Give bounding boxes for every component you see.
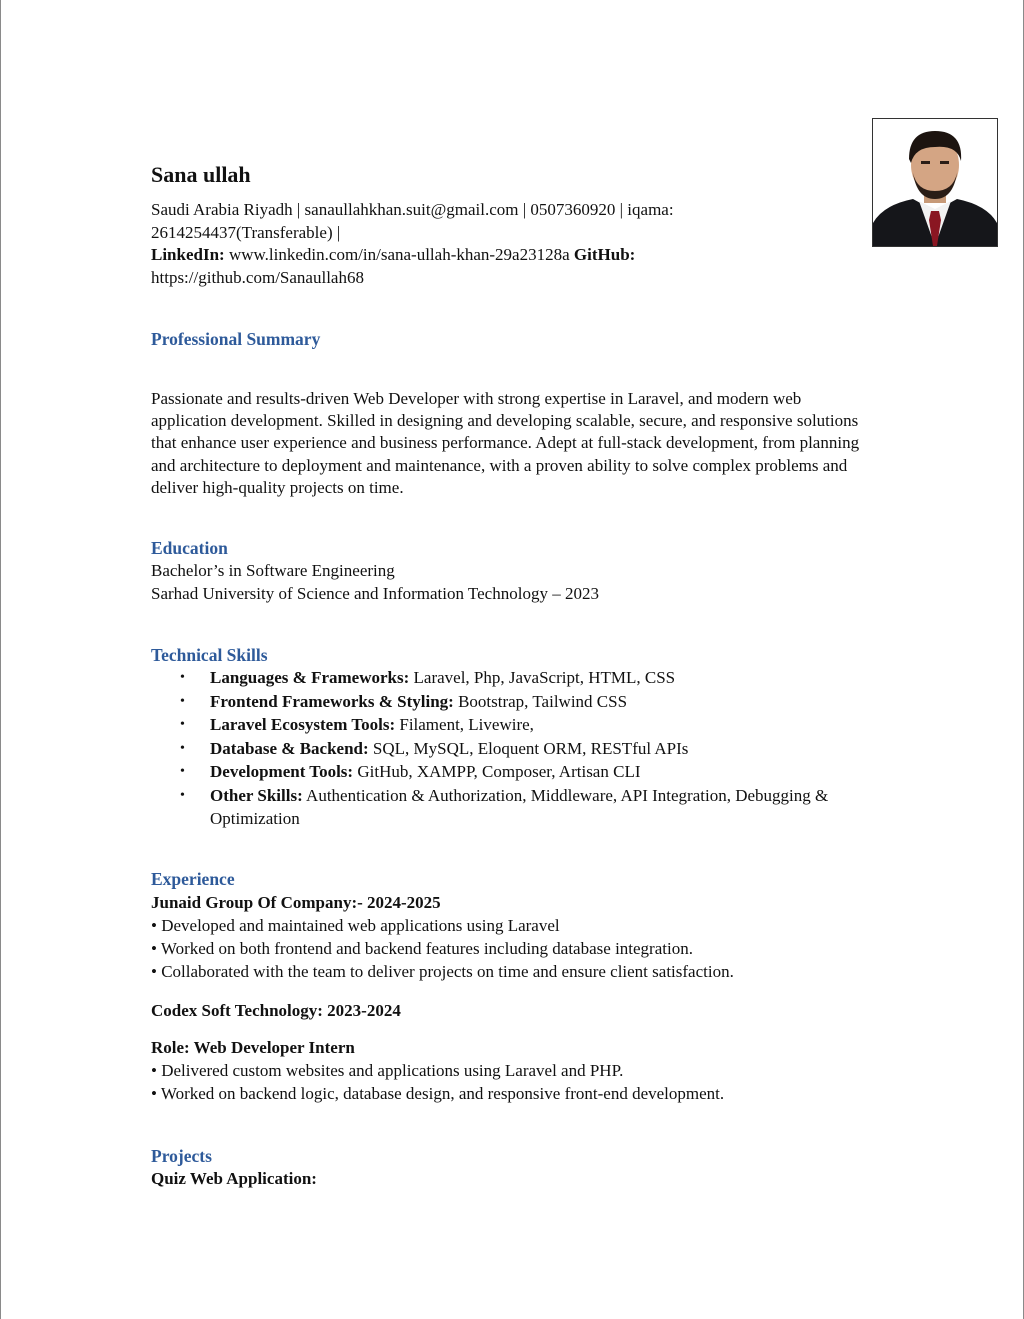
- bullet: •: [180, 717, 185, 732]
- linkedin-label: LinkedIn:: [151, 245, 225, 264]
- section-title-summary: Professional Summary: [151, 329, 321, 349]
- job-heading: Junaid Group Of Company:- 2024-2025: [151, 893, 441, 912]
- list-item: [151, 713, 871, 737]
- bullet: •: [180, 693, 185, 709]
- skill-label: Other Skills:: [210, 785, 303, 805]
- profile-links-row: [151, 244, 791, 267]
- job-role: Role: Web Developer Intern: [151, 1038, 355, 1057]
- education-block: [151, 559, 871, 605]
- skill-label: Frontend Frameworks & Styling:: [210, 691, 454, 711]
- contact-info: [151, 199, 791, 289]
- job-bullet: • Worked on both frontend and backend features including database integration.: [151, 939, 693, 958]
- list-item: [151, 737, 871, 761]
- contact-line: Saudi Arabia Riyadh | sanaullahkhan.suit@gmail.com | 0507360920 | iqama:: [151, 200, 674, 219]
- job-bullet: • Delivered custom websites and applications using Laravel and PHP.: [151, 1061, 624, 1080]
- skill-label: Database & Backend:: [210, 738, 369, 758]
- list-item: [151, 690, 871, 714]
- candidate-name: Sana ullah: [151, 162, 251, 187]
- github-label: GitHub:: [573, 245, 636, 264]
- skill-label: Languages & Frameworks:: [210, 668, 410, 687]
- experience-job-2: [151, 999, 871, 1022]
- skill-value: Filament, Livewire,: [399, 715, 534, 734]
- section-title-skills: Technical Skills: [151, 645, 268, 665]
- linkedin-link[interactable]: www.linkedin.com/in/sana-ullah-khan-29a23128a: [228, 245, 570, 264]
- skill-value: GitHub, XAMPP, Composer, Artisan CLI: [357, 762, 641, 781]
- job-heading: Codex Soft Technology: 2023-2024: [151, 1001, 401, 1020]
- job-bullet: • Worked on backend logic, database design, and responsive front-end development.: [151, 1084, 725, 1103]
- projects-block: [151, 1167, 871, 1190]
- section-title-education: Education: [151, 538, 228, 558]
- project-heading: Quiz Web Application:: [151, 1169, 317, 1188]
- list-item: [151, 760, 871, 784]
- bullet: •: [180, 670, 185, 685]
- skill-value: SQL, MySQL, Eloquent ORM, RESTful APIs: [372, 738, 689, 758]
- skill-value: Authentication & Authorization, Middleware, API Integration, Debugging & Optimization: [210, 785, 829, 828]
- bullet: •: [180, 764, 185, 779]
- section-title-experience: Experience: [151, 869, 235, 889]
- skill-label: Development Tools:: [210, 762, 354, 781]
- bullet: •: [180, 787, 185, 803]
- skills-list: [151, 666, 871, 831]
- job-bullet: • Developed and maintained web applications using Laravel: [151, 916, 560, 935]
- experience-job-1: [151, 891, 871, 983]
- list-item: [151, 666, 871, 690]
- profile-photo: [872, 118, 998, 247]
- experience-job-2-details: [151, 1036, 871, 1105]
- section-title-projects: Projects: [151, 1146, 212, 1166]
- github-link[interactable]: https://github.com/Sanaullah68: [151, 267, 364, 287]
- bullet: •: [180, 740, 185, 756]
- summary-text: Passionate and results-driven Web Developer with strong expertise in Laravel, and modern web application development. Skilled in designing and developing scalable, secure, and responsive solutions that enhance user experience and business performance. Adept at full-stack development, from planning and architecture to deployment and maintenance, with a proven ability to solve complex problems and deliver high-quality projects on time.: [151, 389, 860, 497]
- skill-label: Laravel Ecosystem Tools:: [210, 715, 396, 734]
- skill-value: Bootstrap, Tailwind CSS: [458, 691, 628, 711]
- skill-value: Laravel, Php, JavaScript, HTML, CSS: [413, 668, 676, 687]
- education-institution: Sarhad University of Science and Information Technology – 2023: [151, 584, 599, 603]
- list-item: [151, 784, 871, 831]
- education-degree: Bachelor’s in Software Engineering: [151, 561, 395, 580]
- job-bullet: • Collaborated with the team to deliver projects on time and ensure client satisfaction.: [151, 962, 734, 981]
- contact-line: 2614254437(Transferable) |: [151, 222, 341, 242]
